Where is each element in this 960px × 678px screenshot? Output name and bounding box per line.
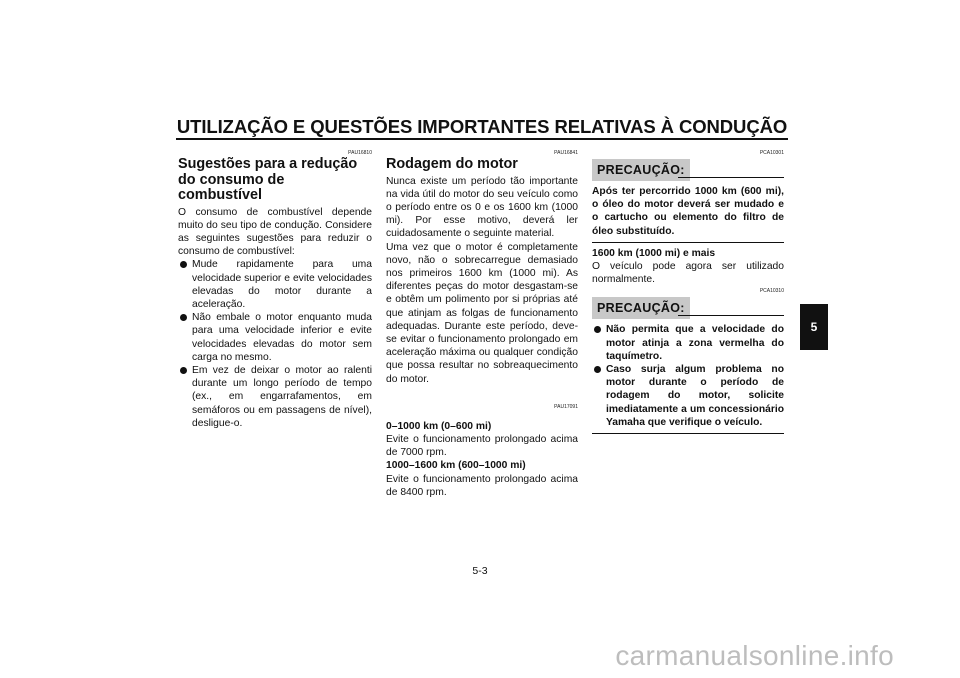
caution-code: PCA10310 (759, 288, 784, 295)
column-engine-break-in (386, 148, 578, 499)
caution-header (592, 297, 784, 319)
bullet-icon (594, 366, 601, 373)
list-item: Não embale o motor enquanto muda para uma velocidade inferior e evite velocidades elevadas do motor sem carga no mesmo. (178, 311, 372, 364)
column-fuel-economy (178, 148, 372, 430)
caution-label: PRECAUÇÃO: (592, 159, 690, 181)
bullet-icon (594, 326, 601, 333)
caution-list (592, 323, 784, 429)
section-code: PAU17091 (554, 403, 578, 410)
section-code: PAU16841 (554, 150, 578, 156)
section-code: PAU16810 (348, 150, 372, 156)
list-item: Não permita que a velocidade do motor atinja a zona vermelha do taquímetro. (592, 323, 784, 363)
caution-code: PCA10301 (759, 150, 784, 156)
caution-end-rule (592, 433, 784, 434)
watermark: carmanualsonline.info (615, 640, 894, 671)
range-text-1600-plus: O veículo pode agora ser utilizado normalmente. (592, 261, 784, 286)
break-in-para-1: Nunca existe um período tão importante na vida útil do motor do seu veículo como o período entre os 0 e os 1600 km (1000 mi). Por esse motivo, deverá ler cuidadosamente o seguinte material. (386, 175, 578, 240)
fuel-tips-list (178, 258, 372, 430)
page-title: UTILIZAÇÃO E QUESTÕES IMPORTANTES RELATIVAS À CONDUÇÃO (176, 116, 788, 137)
caution-oil-change-text: Após ter percorrido 1000 km (600 mi), o óleo do motor deverá ser mudado e o cartucho ou elemento do filtro de óleo substituído. (592, 186, 784, 237)
list-item: Mude rapidamente para uma velocidade superior e evite velocidades elevadas do motor durante a aceleração. (178, 258, 372, 311)
range-heading-1000-1600: 1000–1600 km (600–1000 mi) (386, 460, 526, 472)
break-in-para-2: Uma vez que o motor é completamente novo, não o sobrecarregue demasiado nos primeiros 1600 km (1000 mi). As diferentes peças do motor desgastam-se e obtêm um polimento por si próprias até que atinjam as folgas de funcionamento adequadas. Durante este período, deve-se evitar o funcionamento prolongado em aceleração máxima ou qualquer condição que possa resultar no sobreaquecimento do motor. (386, 241, 578, 385)
column-cautions (592, 148, 784, 438)
bullet-icon (180, 261, 187, 268)
list-item: Caso surja algum problema no motor durante o período de rodagem do motor, solicite imediatamente a um concessionário Yamaha que verifique o veículo. (592, 363, 784, 429)
fuel-economy-intro: O consumo de combustível depende muito do seu tipo de condução. Considere as seguintes sugestões para reduzir o consumo de combustível: (178, 206, 372, 258)
page-number: 5-3 (472, 565, 488, 577)
caution-label: PRECAUÇÃO: (592, 297, 690, 319)
caution-end-rule (592, 242, 784, 243)
bullet-icon (180, 367, 187, 374)
range-text-0-1000: Evite o funcionamento prolongado acima de 7000 rpm. (386, 433, 578, 459)
bullet-icon (180, 314, 187, 321)
list-item: Em vez de deixar o motor ao ralenti durante um longo período de tempo (ex., em engarrafamentos, em semáforos ou em passagens de nível), desligue-o. (178, 364, 372, 430)
caution-rule (678, 177, 784, 178)
caution-rule (678, 315, 784, 316)
section-title-break-in: Rodagem do motor (386, 156, 518, 172)
range-text-1000-1600: Evite o funcionamento prolongado acima de 8400 rpm. (386, 473, 578, 498)
caution-header (592, 159, 784, 181)
range-heading-0-1000: 0–1000 km (0–600 mi) (386, 420, 492, 432)
section-title-fuel-economy: Sugestões para a redução do consumo de combustível (178, 156, 358, 203)
header-rule (176, 138, 788, 140)
chapter-tab: 5 (800, 304, 828, 350)
range-heading-1600-plus: 1600 km (1000 mi) e mais (592, 247, 716, 259)
